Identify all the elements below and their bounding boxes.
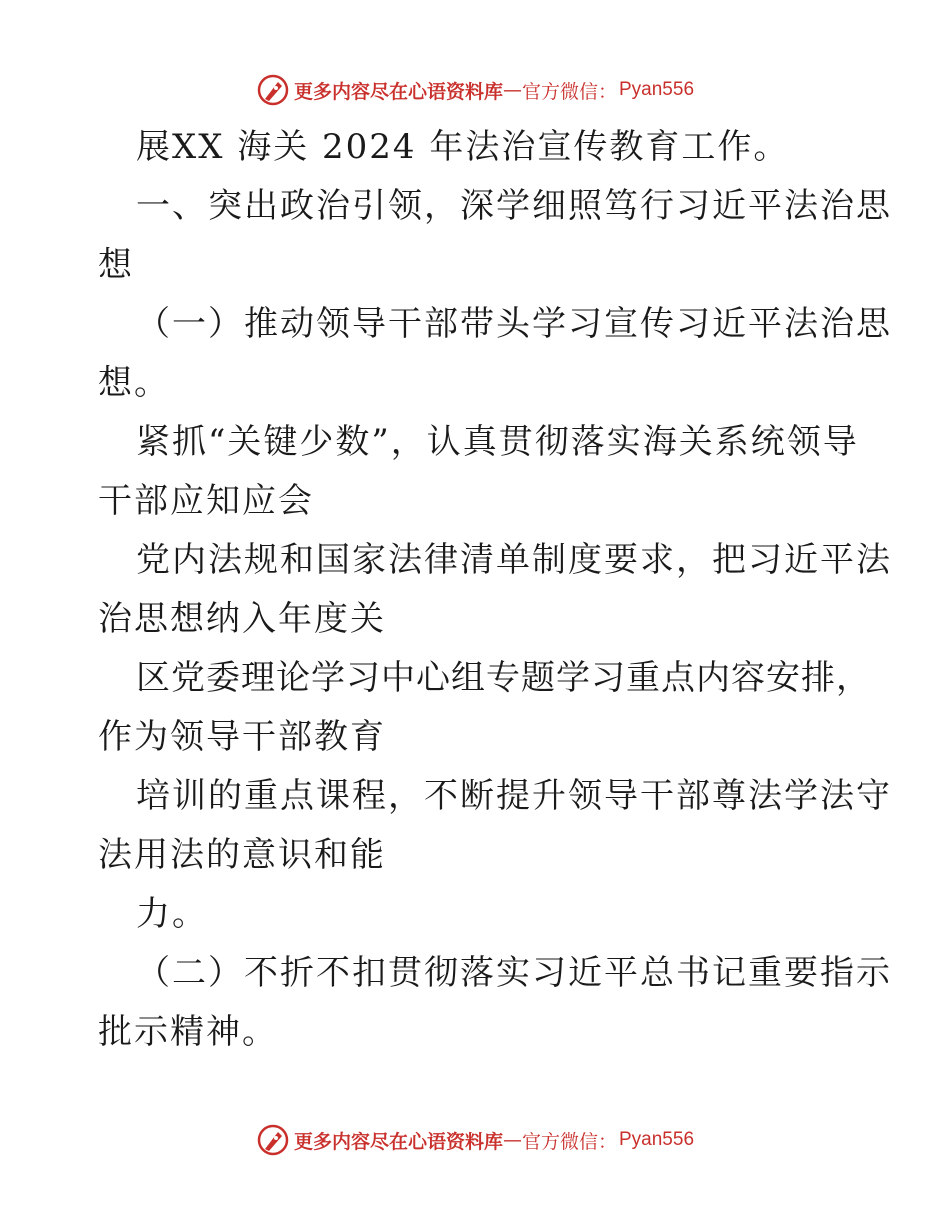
subsection-heading-2-cont: 批示精神。 [98,1012,278,1052]
header-banner [0,70,950,110]
banner-wechat-id: Pyan556 [619,79,695,100]
body-line: 法用法的意识和能 [98,835,386,875]
body-line: 展XX 海关 2024 年法治宣传教育工作。 [136,127,790,167]
banner-main-text: 更多内容尽在心语资料库 [293,80,503,103]
body-line: 党内法规和国家法律清单制度要求，把习近平法 [136,540,892,580]
body-line: 干部应知应会 [98,481,314,521]
body-line: 作为领导干部教育 [98,717,386,757]
subsection-heading-2: （二）不折不扣贯彻落实习近平总书记重要指示 [136,953,892,993]
body-line: 区党委理论学习中心组专题学习重点内容安排， [136,658,871,698]
body-line: 治思想纳入年度关 [98,599,386,639]
banner-wechat-label: 官方微信： [521,80,617,103]
document-body [98,118,892,1062]
subsection-heading-1-cont: 想。 [98,363,170,403]
section-heading-1-cont: 想 [98,245,134,285]
banner-wechat-label: 官方微信： [521,1130,617,1153]
banner-main-text: 更多内容尽在心语资料库 [293,1130,503,1153]
pen-nib-logo-icon [256,1123,290,1157]
body-line: 力。 [136,894,208,934]
body-line: 培训的重点课程，不断提升领导干部尊法学法守 [136,776,892,816]
banner-wechat-id: Pyan556 [619,1129,695,1150]
banner-dash: — [502,79,522,101]
section-heading-1: 一、突出政治引领，深学细照笃行习近平法治思 [136,186,892,226]
pen-nib-logo-icon [256,73,290,107]
banner-dash: — [502,1129,522,1151]
body-line: 紧抓“关键少数”，认真贯彻落实海关系统领导 [136,422,859,462]
subsection-heading-1: （一）推动领导干部带头学习宣传习近平法治思 [136,304,892,344]
footer-banner [0,1120,950,1160]
